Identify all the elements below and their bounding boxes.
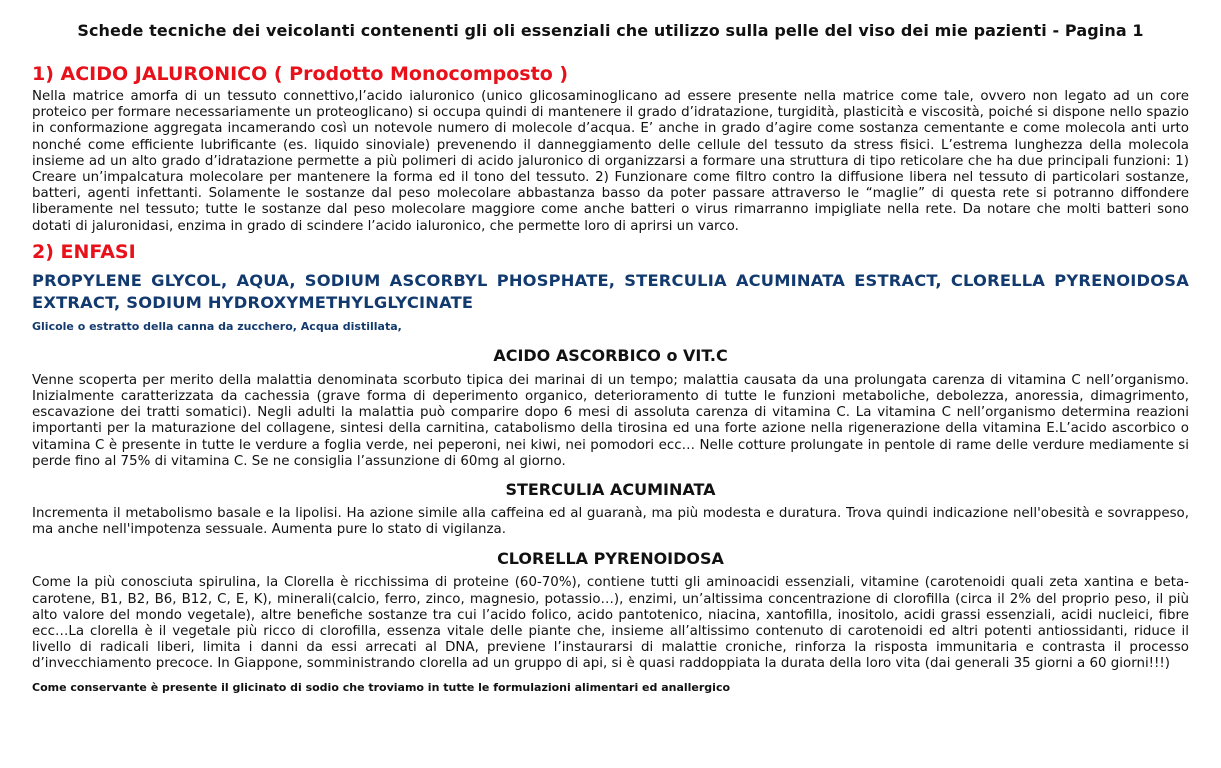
subheading-vitamina-c: ACIDO ASCORBICO o VIT.C [493,345,728,365]
preservative-footnote: Come conservante è presente il glicinato di sodio che troviamo in tutte le formulazioni alimentari ed anallergico [32,680,731,694]
paragraph-vitamina-c: Venne scoperta per merito della malattia denominata scorbuto tipica dei marinai di un tempo; malattia causata da una prolungata carenza di vitamina C nell’organismo. Inizialmente caratterizzata da cachessia (grave forma di deperimento organico, deterioramento di tutte le funzioni metaboliche, debolezza, anoressia, dimagrimento, escavazione dei tratti somatici). Negli adulti la malattia può comparire dopo 6 mesi di assoluta carenza di vitamina C. La vitamina C nell’organismo determina reazioni importanti per la maturazione del collagene, sintesi della carnitina, catabolismo della tirosina ed una forte azione nella rigenerazione della vitamina E.L’acido ascorbico o vitamina C è presente in tutte le verdure a foglia verde, nei peperoni, nei kiwi, nei pomodori ecc… Nelle cotture prolungate in pentole di rame delle verdure mediamente si perde fino al 75% di vitamina C. Se ne consiglia l’assunzione di 60mg al giorno. [32,372,1189,469]
paragraph-clorella: Come la più conosciuta spirulina, la Clorella è ricchissima di proteine (60-70%), contiene tutti gli aminoacidi essenziali, vitamine (carotenoidi quali zeta xantina e beta-carotene, B1, B2, B6, B12, C, E, K), minerali(calcio, ferro, zinco, magnesio, potassio…), enzimi, un’altissima concentrazione di clorofilla (circa il 2% del proprio peso, il più alto valore del mondo vegetale), altre benefiche sostanze tra cui l’acido folico, acido pantotenico, niacina, xantofilla, inositolo, acidi grassi essenziali, acidi nucleici, fibre ecc…La clorella è il vegetale più ricco di clorofilla, essenza vitale delle piante che, insieme all’altissimo contenuto di carotenoidi ed altri potenti antiossidanti, riduce il livello di radicali liberi, limita i danni da essi arrecati al DNA, previene l’instaurarsi di malattie croniche, rinforza la risposta immunitaria e contrasta il processo d’invecchiamento precoce. In Giappone, somministrando clorella ad un gruppo di api, si è quasi raddoppiata la durata della loro vita (dai generali 35 giorni a 60 giorni!!!) [32,575,1189,672]
document-title: Schede tecniche dei veicolanti contenenti gli oli essenziali che utilizzo sulla pelle del viso dei mie pazienti - Pagina 1 [77,21,1144,40]
ingredients-note: Glicole o estratto della canna da zucchero, Acqua distillata, [32,319,402,333]
section-heading-acido-jaluronico: 1) ACIDO JALURONICO ( Prodotto Monocomposto ) [32,63,569,85]
subheading-clorella: CLORELLA PYRENOIDOSA [497,549,724,569]
subheading-sterculia: STERCULIA ACUMINATA [505,480,716,500]
ingredients-list: PROPYLENE GLYCOL, AQUA, SODIUM ASCORBYL PHOSPHATE, STERCULIA ACUMINATA ESTRACT, CLORELLA PYRENOIDOSA EXTRACT, SODIUM HYDROXYMETHYLGLYCINATE [32,270,1189,312]
section-heading-enfasi: 2) ENFASI [32,240,136,263]
document-page [32,0,1189,695]
paragraph-sterculia: Incrementa il metabolismo basale e la lipolisi. Ha azione simile alla caffeina ed al guaranà, ma più modesta e duratura. Trova quindi indicazione nell'obesità e sovrappeso, ma anche nell'impotenza sessuale. Aumenta pure lo stato di vigilanza. [32,506,1189,538]
paragraph-acido-jaluronico: Nella matrice amorfa di un tessuto connettivo,l’acido ialuronico (unico glicosaminoglicano ad essere presente nella matrice come tale, ovvero non legato ad un core proteico per formare necessariamente un proteoglicano) si occupa quindi di mantenere il grado d’idratazione, turgidità, plasticità e viscosità, poiché si dispone nello spazio in conformazione aggregata incamerando così un notevole numero di molecole d’acqua. E’ anche in grado d’agire come sostanza cementante e come molecola anti urto nonché come efficiente lubrificante (es. liquido sinoviale) prevenendo il danneggiamento delle cellule del tessuto da stress fisici. L’estrema lunghezza della molecola insieme ad un alto grado d’idratazione permette a più polimeri di acido jaluronico di organizzarsi a formare una struttura di tipo reticolare che ha due principali funzioni: 1) Creare un’impalcatura molecolare per mantenere la forma ed il tono del tessuto. 2) Funzionare come filtro contro la diffusione libera nel tessuto di particolari sostanze, batteri, agenti infettanti. Solamente le sostanze dal peso molecolare abbastanza basso da poter passare attraverso le “maglie” di questa rete si potranno diffondere liberamente nel tessuto; tutte le sostanze dal peso molecolare maggiore come anche batteri o virus rimarranno impigliate nella rete. Da notare che molti batteri sono dotati di jaluronidasi, enzima in grado di scindere l’acido ialuronico, che permette loro di aprirsi un varco. [32,89,1189,234]
